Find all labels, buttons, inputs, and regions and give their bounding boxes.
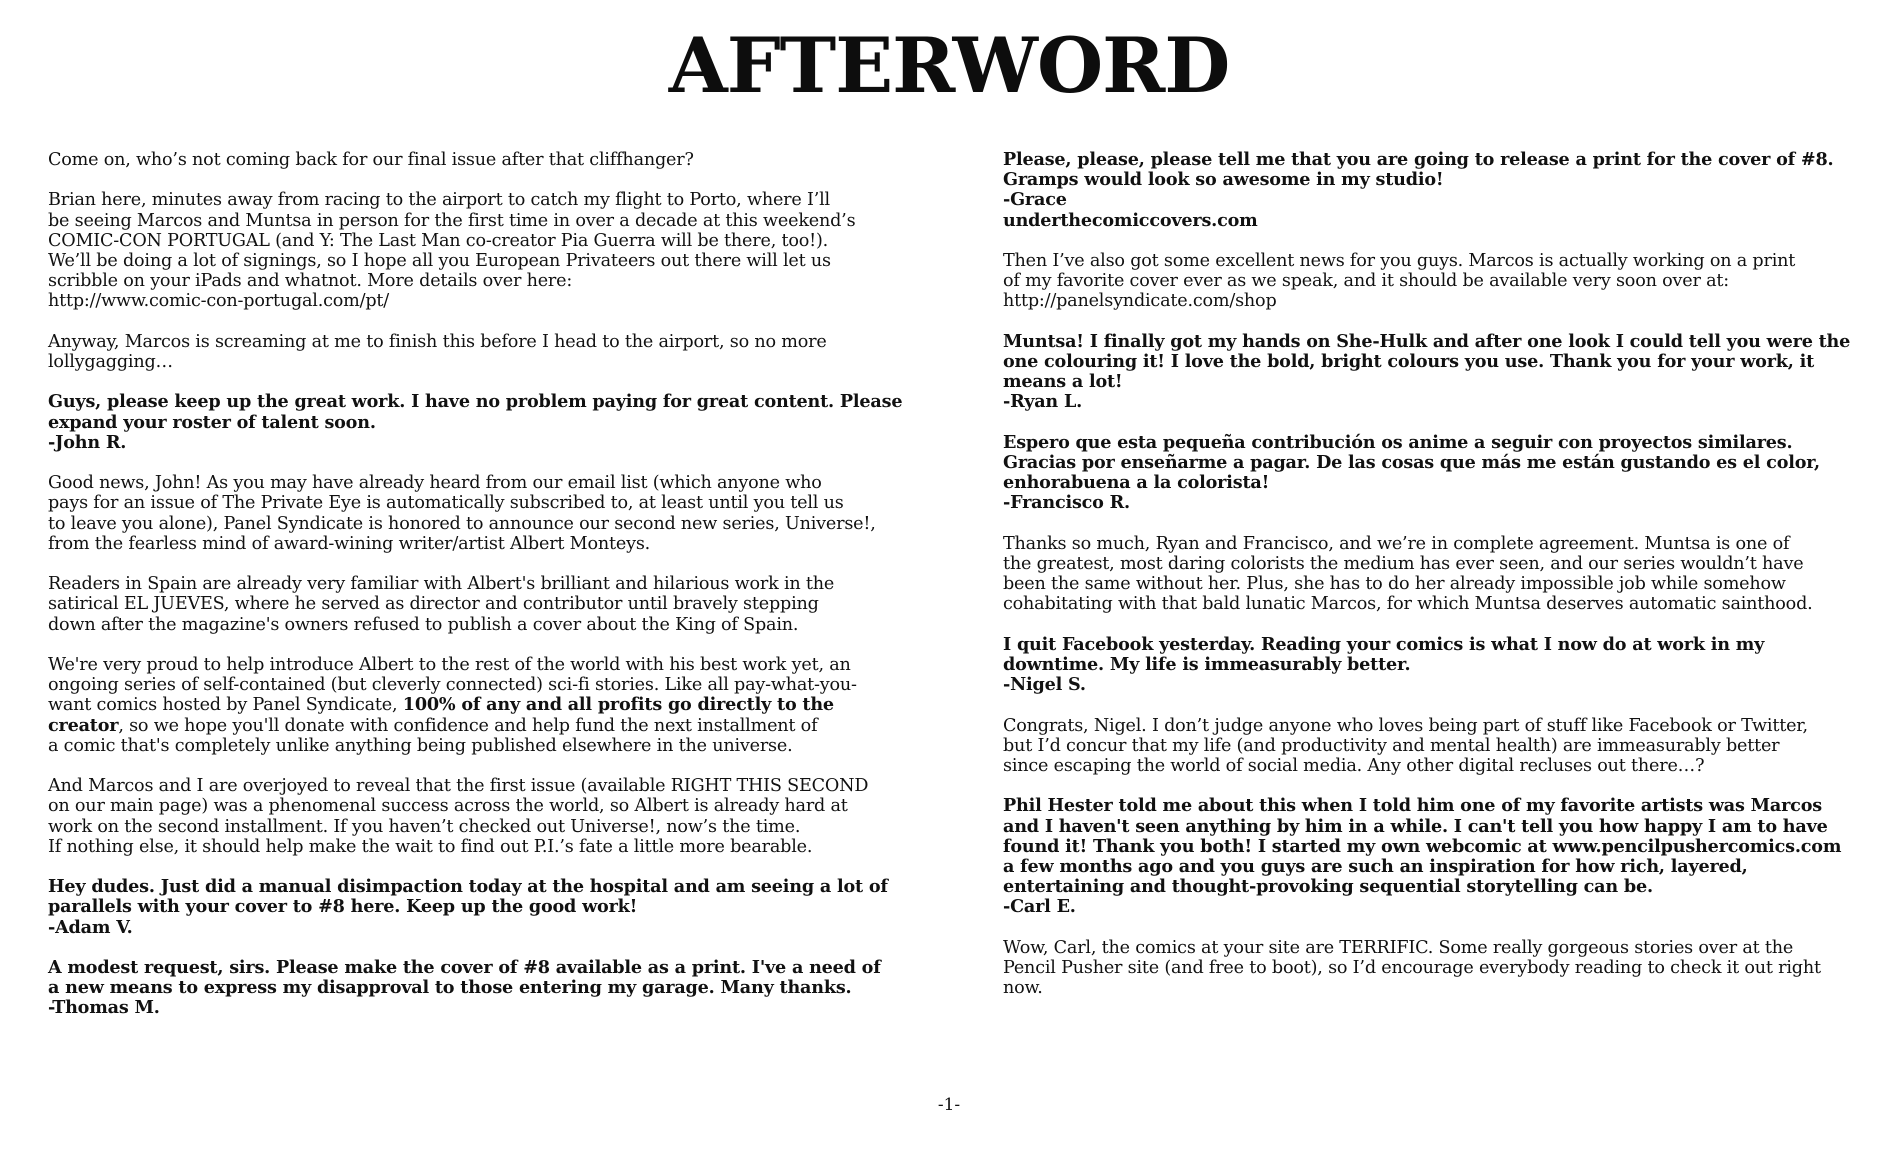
text-line: [48, 695, 948, 715]
text-line: Guys, please keep up the great work. I have no problem paying for great content. Please: [48, 391, 903, 413]
paragraph: [48, 473, 948, 554]
right-column: [1003, 150, 1878, 1019]
letter-signature: -Ryan L.: [1003, 391, 1083, 413]
page-number: -1-: [937, 1095, 961, 1115]
bold-text-segment: creator: [48, 714, 119, 736]
text-line: I quit Facebook yesterday. Reading your comics is what I now do at work in my: [1003, 633, 1765, 655]
text-line: from the fearless mind of award-wining writer/artist Albert Monteys.: [48, 533, 651, 554]
text-line: but I’d concur that my life (and productivity and mental health) are immeasurably better: [1003, 735, 1780, 756]
paragraph: [48, 655, 948, 756]
text-line: Brian here, minutes away from racing to the airport to catch my flight to Porto, where I’ll: [48, 190, 830, 211]
letter-signature: -Adam V.: [48, 916, 133, 938]
text-line: work on the second installment. If you haven’t checked out Universe!, now’s the time.: [48, 816, 801, 837]
text-line: Espero que esta pequeña contribución os anime a seguir con proyectos similares.: [1003, 431, 1793, 453]
letter-signature: -Carl E.: [1003, 896, 1076, 918]
text-line: since escaping the world of social media. Any other digital recluses out there…?: [1003, 756, 1705, 776]
letter-signature: -Francisco R.: [1003, 492, 1130, 514]
text-line: Come on, who’s not coming back for our final issue after that cliffhanger?: [48, 150, 694, 170]
text-line: Gramps would look so awesome in my studio!: [1003, 169, 1444, 191]
text-line: Then I’ve also got some excellent news for you guys. Marcos is actually working on a print: [1003, 251, 1796, 271]
text-line: a few months ago and you guys are such an inspiration for how rich, layered,: [1003, 856, 1748, 877]
text-line: And Marcos and I are overjoyed to reveal that the first issue (available RIGHT THIS SECOND: [48, 776, 869, 797]
text-line: parallels with your cover to #8 here. Keep up the good work!: [48, 896, 638, 918]
text-line: of my favorite cover ever as we speak, and it should be available very soon over at:: [1003, 271, 1729, 292]
paragraph: [48, 776, 948, 857]
text-line: lollygagging…: [48, 352, 173, 372]
text-line: and I haven't seen anything by him in a while. I can't tell you how happy I am to have: [1003, 815, 1828, 837]
reader-letter: [48, 392, 948, 453]
text-line: a new means to express my disapproval to those entering my garage. Many thanks.: [48, 977, 852, 999]
page-title: AFTERWORD: [668, 21, 1230, 110]
letter-website: underthecomiccovers.com: [1003, 209, 1258, 231]
bold-text-segment: 100% of any and all profits go directly to the: [402, 694, 834, 716]
text-line: be seeing Marcos and Muntsa in person for the first time in over a decade at this weekend’s: [48, 210, 856, 231]
text-line: enhorabuena a la colorista!: [1003, 472, 1270, 494]
text-line: entertaining and thought-provoking sequential storytelling can be.: [1003, 876, 1653, 898]
text-line: scribble on your iPads and whatnot. More details over here:: [48, 271, 573, 292]
paragraph: [48, 150, 948, 170]
text-line: on our main page) was a phenomenal success across the world, so Albert is already hard at: [48, 796, 848, 817]
text-line: Thanks so much, Ryan and Francisco, and we’re in complete agreement. Muntsa is one of: [1003, 533, 1790, 554]
text-line: to leave you alone), Panel Syndicate is honored to announce our second new series, Universe!,: [48, 513, 876, 534]
text-line: Pencil Pusher site (and free to boot), so I’d encourage everybody reading to check it out right: [1003, 958, 1821, 978]
text-line: Readers in Spain are already very familiar with Albert's brilliant and hilarious work in the: [48, 574, 835, 595]
letter-signature: -Thomas M.: [48, 997, 160, 1019]
reader-letter: [1003, 796, 1878, 917]
paragraph: [48, 190, 948, 311]
text-line: If nothing else, it should help make the wait to find out P.I.’s fate a little more bearable.: [48, 836, 813, 857]
text-line: downtime. My life is immeasurably better.: [1003, 654, 1411, 675]
text-line: A modest request, sirs. Please make the cover of #8 available as a print. I've a need of: [48, 956, 881, 978]
text-line: We're very proud to help introduce Albert to the rest of the world with his best work yet, an: [48, 654, 851, 675]
text-line: http://www.comic-con-portugal.com/pt/: [48, 291, 390, 312]
text-line: pays for an issue of The Private Eye is automatically subscribed to, at least until you tell us: [48, 493, 844, 514]
text-line: satirical EL JUEVES, where he served as director and contributor until bravely stepping: [48, 594, 819, 615]
paragraph: [1003, 716, 1878, 777]
text-line: now.: [1003, 978, 1043, 999]
text-line: ongoing series of self-contained (but cleverly connected) sci-fi stories. Like all pay-what-you-: [48, 675, 857, 696]
reader-letter: [48, 877, 948, 938]
paragraph: [1003, 534, 1878, 615]
text-line: We’ll be doing a lot of signings, so I hope all you European Privateers out there will let us: [48, 251, 831, 271]
reader-letter: [1003, 150, 1878, 231]
text-line: a comic that's completely unlike anything being published elsewhere in the universe.: [48, 735, 793, 756]
reader-letter: [1003, 332, 1878, 413]
reader-letter: [48, 958, 948, 1019]
text-line: means a lot!: [1003, 371, 1123, 393]
text-line: Wow, Carl, the comics at your site are TERRIFIC. Some really gorgeous stories over at the: [1003, 937, 1794, 958]
text-line: been the same without her. Plus, she has to do her already impossible job while somehow: [1003, 574, 1786, 595]
text-line: Phil Hester told me about this when I told him one of my favorite artists was Marcos: [1003, 795, 1822, 817]
letter-signature: -Nigel S.: [1003, 674, 1086, 696]
paragraph: [48, 332, 948, 372]
text-line: Good news, John! As you may have already heard from our email list (which anyone who: [48, 473, 822, 494]
text-line: Please, please, please tell me that you are going to release a print for the cover of #8.: [1003, 149, 1834, 170]
text-line: COMIC-CON PORTUGAL (and Y: The Last Man co-creator Pia Guerra will be there, too!).: [48, 230, 829, 251]
letter-signature: -John R.: [48, 431, 127, 453]
text-line: expand your roster of talent soon.: [48, 411, 376, 433]
text-line: Hey dudes. Just did a manual disimpaction today at the hospital and am seeing a lot of: [48, 876, 888, 898]
text-line: [48, 716, 948, 736]
text-segment: want comics hosted by Panel Syndicate,: [48, 695, 403, 716]
text-line: Muntsa! I finally got my hands on She-Hulk and after one look I could tell you were the: [1003, 330, 1851, 352]
text-line: down after the magazine's owners refused to publish a cover about the King of Spain.: [48, 614, 799, 635]
text-line: http://panelsyndicate.com/shop: [1003, 291, 1277, 312]
text-line: found it! Thank you both! I started my own webcomic at www.pencilpushercomics.com: [1003, 835, 1842, 857]
paragraph: [48, 574, 948, 635]
text-line: Gracias por enseñarme a pagar. De las cosas que más me están gustando es el color,: [1003, 452, 1820, 473]
text-line: Anyway, Marcos is screaming at me to finish this before I head to the airport, so no more: [48, 331, 827, 352]
text-line: the greatest, most daring colorists the medium has ever seen, and our series wouldn’t have: [1003, 554, 1804, 574]
text-line: cohabitating with that bald lunatic Marcos, for which Muntsa deserves automatic sainthood.: [1003, 594, 1813, 615]
left-column: [48, 150, 948, 1039]
text-segment: , so we hope you'll donate with confidence and help fund the next installment of: [118, 715, 818, 736]
text-line: Congrats, Nigel. I don’t judge anyone who loves being part of stuff like Facebook or Twitter,: [1003, 715, 1808, 736]
letter-signature: -Grace: [1003, 189, 1067, 211]
text-line: one colouring it! I love the bold, bright colours you use. Thank you for your work, it: [1003, 351, 1815, 372]
reader-letter: [1003, 635, 1878, 696]
paragraph: [1003, 251, 1878, 312]
reader-letter: [1003, 433, 1878, 514]
paragraph: [1003, 938, 1878, 999]
